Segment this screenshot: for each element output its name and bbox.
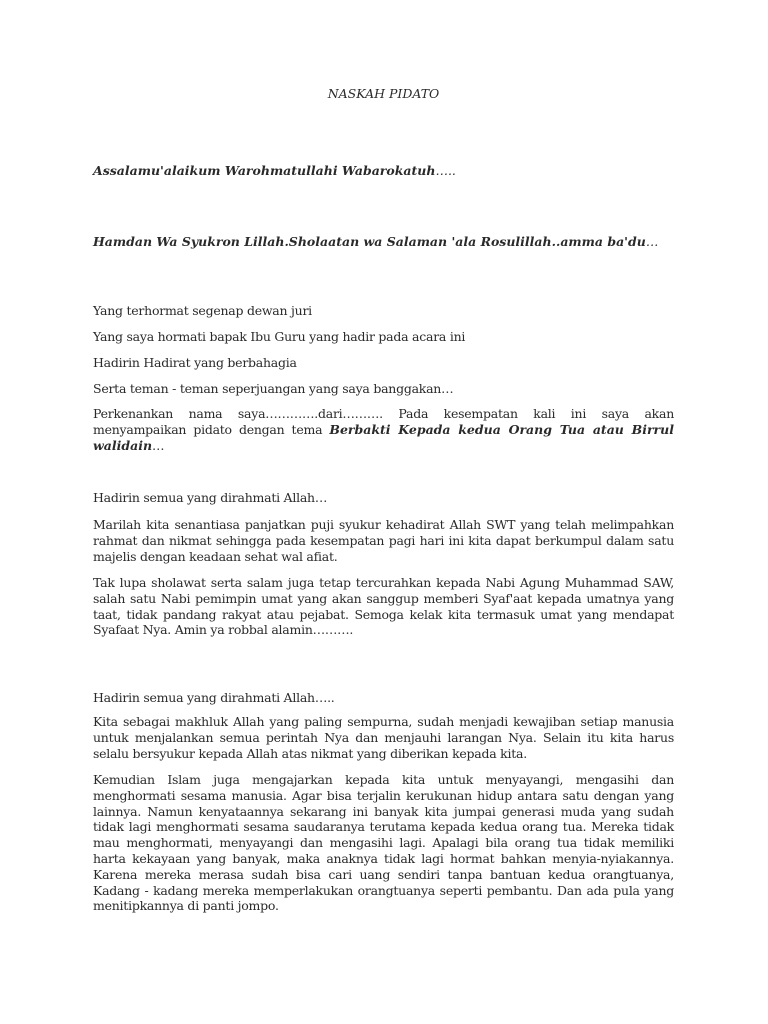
- section2-paragraph: Kemudian Islam juga mengajarkan kepada kita untuk menyayangi, mengasihi dan menghormati sesama manusia. Agar bisa terjalin kerukunan hidup antara satu dengan yang lainnya. Namun kenyataannya sekarang ini banyak kita jumpai generasi muda yang sudah tidak lagi menghormati sesama saudaranya terutama kepada kedua orang tua. Mereka tidak mau menghormati, menyayangi dan mengasihi lagi. Apalagi bila orang tua tidak memiliki harta kekayaan yang banyak, maka anaknya tidak lagi hormat bahkan menyia-nyiakannya. Karena mereka merasa sudah bisa cari uang sendiri tanpa bantuan kedua orangtuanya, Kadang - kadang mereka memperlakukan orangtuanya seperti pembantu. Dan ada pula yang menitipkannya di panti jompo.: [93, 772, 674, 914]
- section1-paragraph: Marilah kita senantiasa panjatkan puji syukur kehadirat Allah SWT yang telah melimpahkan rahmat dan nikmat sehingga pada kesempatan pagi hari ini kita dapat berkumpul dalam satu majelis dengan keadaan sehat wal afiat.: [93, 517, 674, 564]
- document-title: NASKAH PIDATO: [327, 86, 440, 101]
- section1-paragraph: Tak lupa sholawat serta salam juga tetap tercurahkan kepada Nabi Agung Muhammad SAW, salah satu Nabi pemimpin umat yang akan sanggup memberi Syaf'aat kepada umatnya yang taat, tidak pandang rakyat atau pejabat. Semoga kelak kita termasuk umat yang mendapat Syafaat Nya. Amin ya robbal alamin……….: [93, 575, 674, 638]
- intro-paragraph: [93, 406, 674, 453]
- speech-theme: Berbakti Kepada kedua Orang Tua atau Birrul walidain: [93, 421, 674, 453]
- section2-heading: Hadirin semua yang dirahmati Allah…..: [93, 690, 335, 705]
- salutation-line: Serta teman - teman seperjuangan yang saya banggakan…: [93, 381, 454, 396]
- hamdalah-text: Hamdan Wa Syukron Lillah.Sholaatan wa Salaman 'ala Rosulillah..amma ba'du: [93, 234, 646, 249]
- hamdalah-greeting: [93, 234, 674, 250]
- salam-ellipsis: …..: [435, 163, 456, 178]
- salutation-line: Hadirin Hadirat yang berbahagia: [93, 355, 297, 370]
- hamdalah-ellipsis: …: [645, 234, 659, 249]
- intro-ellipsis: …: [152, 437, 165, 453]
- section2-paragraph: Kita sebagai makhluk Allah yang paling sempurna, sudah menjadi kewajiban setiap manusia untuk menjalankan semua perintah Nya dan menjauhi larangan Nya. Selain itu kita harus selalu bersyukur kepada Allah atas nikmat yang diberikan kepada kita.: [93, 714, 674, 761]
- intro-text: Perkenankan nama saya………….dari………. Pada kesempatan kali ini saya akan menyampaikan pidato dengan tema: [93, 406, 674, 437]
- salam-text: Assalamu'alaikum Warohmatullahi Wabarokatuh: [93, 163, 436, 178]
- section1-heading: Hadirin semua yang dirahmati Allah…: [93, 490, 328, 505]
- salam-greeting: [93, 163, 674, 179]
- salutation-line: Yang terhormat segenap dewan juri: [93, 303, 312, 318]
- salutation-line: Yang saya hormati bapak Ibu Guru yang hadir pada acara ini: [93, 329, 466, 344]
